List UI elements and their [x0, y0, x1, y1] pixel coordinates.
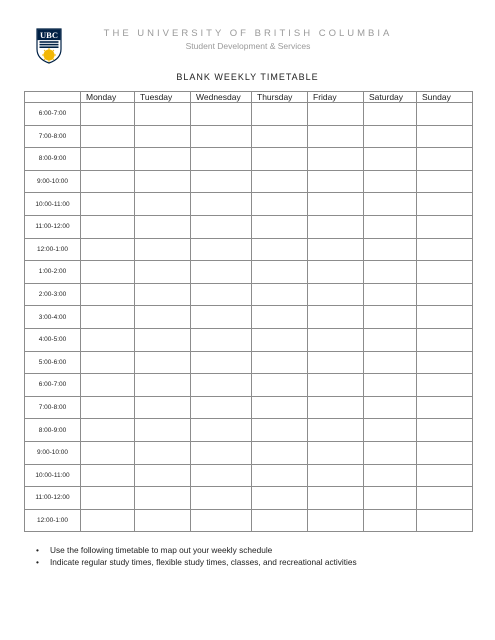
schedule-cell[interactable]: [364, 374, 417, 397]
schedule-cell[interactable]: [81, 283, 135, 306]
time-row: [25, 193, 473, 216]
schedule-cell[interactable]: [81, 328, 135, 351]
schedule-cell[interactable]: [364, 170, 417, 193]
schedule-cell[interactable]: [417, 103, 473, 126]
schedule-cell[interactable]: [308, 441, 364, 464]
schedule-cell[interactable]: [252, 125, 308, 148]
schedule-cell[interactable]: [417, 215, 473, 238]
schedule-cell[interactable]: [252, 374, 308, 397]
schedule-cell[interactable]: [417, 170, 473, 193]
instruction-item: [36, 545, 357, 557]
schedule-cell[interactable]: [81, 441, 135, 464]
time-slot-label: 10:00-11:00: [25, 464, 81, 487]
weekly-timetable: [24, 91, 473, 532]
schedule-cell[interactable]: [135, 193, 191, 216]
schedule-cell[interactable]: [135, 509, 191, 532]
schedule-cell[interactable]: [417, 374, 473, 397]
schedule-cell[interactable]: [364, 306, 417, 329]
time-row: [25, 328, 473, 351]
logo-text: UBC: [40, 30, 58, 40]
day-header: Monday: [81, 92, 135, 103]
schedule-cell[interactable]: [417, 125, 473, 148]
schedule-cell[interactable]: [191, 215, 252, 238]
schedule-cell[interactable]: [135, 419, 191, 442]
schedule-cell[interactable]: [417, 283, 473, 306]
schedule-cell[interactable]: [191, 441, 252, 464]
schedule-cell[interactable]: [81, 170, 135, 193]
schedule-cell[interactable]: [191, 396, 252, 419]
instructions-list: [36, 545, 357, 568]
schedule-cell[interactable]: [308, 103, 364, 126]
bullet-icon: •: [36, 545, 39, 555]
schedule-cell[interactable]: [252, 396, 308, 419]
time-slot-label: 12:00-1:00: [25, 238, 81, 261]
schedule-cell[interactable]: [81, 148, 135, 171]
time-slot-label: 12:00-1:00: [25, 509, 81, 532]
day-header: Saturday: [364, 92, 417, 103]
schedule-cell[interactable]: [135, 487, 191, 510]
schedule-cell[interactable]: [135, 238, 191, 261]
schedule-cell[interactable]: [191, 283, 252, 306]
schedule-cell[interactable]: [308, 374, 364, 397]
day-header: Friday: [308, 92, 364, 103]
schedule-cell[interactable]: [81, 193, 135, 216]
schedule-cell[interactable]: [308, 148, 364, 171]
schedule-cell[interactable]: [417, 193, 473, 216]
schedule-cell[interactable]: [81, 419, 135, 442]
schedule-cell[interactable]: [308, 509, 364, 532]
schedule-cell[interactable]: [252, 487, 308, 510]
schedule-cell[interactable]: [252, 328, 308, 351]
schedule-cell[interactable]: [191, 170, 252, 193]
schedule-cell[interactable]: [417, 261, 473, 284]
day-header: Tuesday: [135, 92, 191, 103]
time-row: [25, 487, 473, 510]
time-row: [25, 351, 473, 374]
schedule-cell[interactable]: [417, 487, 473, 510]
schedule-cell[interactable]: [364, 509, 417, 532]
schedule-cell[interactable]: [308, 125, 364, 148]
schedule-cell[interactable]: [135, 215, 191, 238]
schedule-cell[interactable]: [81, 261, 135, 284]
schedule-cell[interactable]: [308, 419, 364, 442]
schedule-cell[interactable]: [81, 125, 135, 148]
schedule-cell[interactable]: [81, 464, 135, 487]
time-row: [25, 148, 473, 171]
ubc-logo: [36, 28, 62, 64]
schedule-cell[interactable]: [81, 103, 135, 126]
schedule-cell[interactable]: [135, 125, 191, 148]
time-row: [25, 441, 473, 464]
page-title: BLANK WEEKLY TIMETABLE: [176, 72, 319, 82]
schedule-cell[interactable]: [81, 509, 135, 532]
time-slot-label: 2:00-3:00: [25, 283, 81, 306]
department-name: Student Development & Services: [185, 41, 311, 51]
schedule-cell[interactable]: [364, 283, 417, 306]
schedule-cell[interactable]: [308, 261, 364, 284]
schedule-cell[interactable]: [308, 396, 364, 419]
schedule-cell[interactable]: [308, 328, 364, 351]
schedule-cell[interactable]: [252, 351, 308, 374]
schedule-cell[interactable]: [252, 215, 308, 238]
schedule-cell[interactable]: [135, 374, 191, 397]
time-slot-label: 8:00-9:00: [25, 419, 81, 442]
schedule-cell[interactable]: [252, 148, 308, 171]
schedule-cell[interactable]: [135, 306, 191, 329]
time-row: [25, 464, 473, 487]
time-row: [25, 306, 473, 329]
schedule-cell[interactable]: [191, 103, 252, 126]
schedule-cell[interactable]: [252, 419, 308, 442]
instruction-item: [36, 557, 357, 569]
schedule-cell[interactable]: [308, 283, 364, 306]
schedule-cell[interactable]: [417, 396, 473, 419]
time-row: [25, 170, 473, 193]
time-row: [25, 374, 473, 397]
schedule-cell[interactable]: [252, 509, 308, 532]
schedule-cell[interactable]: [81, 374, 135, 397]
time-slot-label: 8:00-9:00: [25, 148, 81, 171]
schedule-cell[interactable]: [252, 283, 308, 306]
time-row: [25, 396, 473, 419]
schedule-cell[interactable]: [364, 351, 417, 374]
schedule-cell[interactable]: [135, 351, 191, 374]
schedule-cell[interactable]: [417, 351, 473, 374]
time-slot-label: 3:00-4:00: [25, 306, 81, 329]
time-slot-label: 9:00-10:00: [25, 170, 81, 193]
schedule-cell[interactable]: [364, 148, 417, 171]
time-slot-label: 6:00-7:00: [25, 374, 81, 397]
schedule-cell[interactable]: [364, 328, 417, 351]
schedule-cell[interactable]: [417, 238, 473, 261]
schedule-cell[interactable]: [191, 351, 252, 374]
schedule-cell[interactable]: [308, 464, 364, 487]
schedule-cell[interactable]: [417, 464, 473, 487]
schedule-cell[interactable]: [417, 441, 473, 464]
corner-cell: [25, 92, 81, 103]
schedule-cell[interactable]: [364, 441, 417, 464]
schedule-cell[interactable]: [364, 103, 417, 126]
time-slot-label: 6:00-7:00: [25, 103, 81, 126]
schedule-cell[interactable]: [308, 487, 364, 510]
schedule-cell[interactable]: [135, 170, 191, 193]
schedule-cell[interactable]: [135, 441, 191, 464]
time-slot-label: 10:00-11:00: [25, 193, 81, 216]
schedule-cell[interactable]: [191, 464, 252, 487]
time-slot-label: 4:00-5:00: [25, 328, 81, 351]
schedule-cell[interactable]: [308, 351, 364, 374]
schedule-cell[interactable]: [364, 193, 417, 216]
schedule-cell[interactable]: [252, 464, 308, 487]
schedule-cell[interactable]: [81, 306, 135, 329]
schedule-cell[interactable]: [135, 328, 191, 351]
header-text: [98, 28, 398, 52]
schedule-cell[interactable]: [417, 509, 473, 532]
schedule-cell[interactable]: [135, 464, 191, 487]
time-row: [25, 419, 473, 442]
time-slot-label: 11:00-12:00: [25, 487, 81, 510]
instruction-text: Indicate regular study times, flexible study times, classes, and recreational activities: [50, 556, 357, 567]
schedule-cell[interactable]: [308, 238, 364, 261]
time-slot-label: 9:00-10:00: [25, 441, 81, 464]
schedule-cell[interactable]: [364, 396, 417, 419]
time-slot-label: 5:00-6:00: [25, 351, 81, 374]
schedule-cell[interactable]: [308, 215, 364, 238]
schedule-cell[interactable]: [308, 170, 364, 193]
schedule-cell[interactable]: [417, 306, 473, 329]
schedule-cell[interactable]: [81, 215, 135, 238]
time-slot-label: 11:00-12:00: [25, 215, 81, 238]
schedule-cell[interactable]: [252, 103, 308, 126]
schedule-cell[interactable]: [364, 419, 417, 442]
day-header: Thursday: [252, 92, 308, 103]
schedule-cell[interactable]: [308, 306, 364, 329]
schedule-cell[interactable]: [252, 306, 308, 329]
schedule-cell[interactable]: [135, 283, 191, 306]
schedule-cell[interactable]: [364, 464, 417, 487]
time-slot-label: 1:00-2:00: [25, 261, 81, 284]
day-header: Wednesday: [191, 92, 252, 103]
schedule-cell[interactable]: [364, 215, 417, 238]
schedule-cell[interactable]: [364, 238, 417, 261]
schedule-cell[interactable]: [81, 396, 135, 419]
header-row: [25, 92, 473, 103]
time-row: [25, 103, 473, 126]
day-header: Sunday: [417, 92, 473, 103]
schedule-cell[interactable]: [81, 238, 135, 261]
schedule-cell[interactable]: [191, 125, 252, 148]
schedule-cell[interactable]: [364, 261, 417, 284]
time-row: [25, 261, 473, 284]
schedule-cell[interactable]: [135, 148, 191, 171]
schedule-cell[interactable]: [191, 306, 252, 329]
schedule-cell[interactable]: [191, 374, 252, 397]
schedule-cell[interactable]: [191, 328, 252, 351]
university-name: THE UNIVERSITY OF BRITISH COLUMBIA: [103, 28, 393, 39]
schedule-cell[interactable]: [191, 419, 252, 442]
time-row: [25, 283, 473, 306]
schedule-cell[interactable]: [308, 193, 364, 216]
time-row: [25, 238, 473, 261]
bullet-icon: •: [36, 556, 39, 567]
time-row: [25, 509, 473, 532]
schedule-cell[interactable]: [191, 238, 252, 261]
schedule-cell[interactable]: [252, 193, 308, 216]
schedule-cell[interactable]: [252, 170, 308, 193]
schedule-cell[interactable]: [364, 125, 417, 148]
schedule-cell[interactable]: [252, 261, 308, 284]
schedule-cell[interactable]: [135, 396, 191, 419]
time-slot-label: 7:00-8:00: [25, 396, 81, 419]
schedule-cell[interactable]: [252, 238, 308, 261]
schedule-cell[interactable]: [191, 261, 252, 284]
schedule-cell[interactable]: [417, 148, 473, 171]
schedule-cell[interactable]: [191, 148, 252, 171]
schedule-cell[interactable]: [135, 103, 191, 126]
time-row: [25, 215, 473, 238]
schedule-cell[interactable]: [252, 441, 308, 464]
schedule-cell[interactable]: [191, 193, 252, 216]
ubc-crest-icon: [36, 28, 62, 64]
schedule-cell[interactable]: [135, 261, 191, 284]
time-slot-label: 7:00-8:00: [25, 125, 81, 148]
schedule-cell[interactable]: [81, 487, 135, 510]
schedule-cell[interactable]: [364, 487, 417, 510]
schedule-cell[interactable]: [417, 328, 473, 351]
schedule-cell[interactable]: [81, 351, 135, 374]
time-row: [25, 125, 473, 148]
schedule-cell[interactable]: [191, 487, 252, 510]
schedule-cell[interactable]: [417, 419, 473, 442]
instruction-text: Use the following timetable to map out your weekly schedule: [50, 545, 273, 555]
schedule-cell[interactable]: [191, 509, 252, 532]
